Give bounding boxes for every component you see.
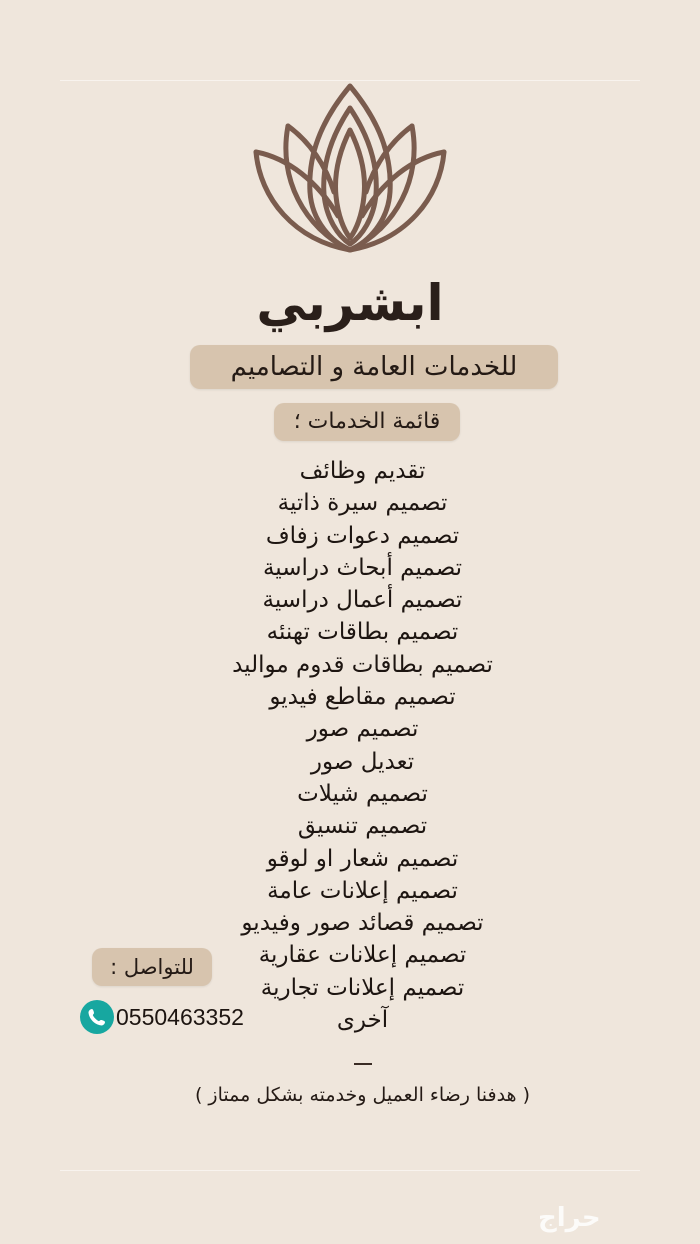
service-item: تصميم شيلات bbox=[297, 780, 428, 807]
service-item: تصميم بطاقات قدوم مواليد bbox=[232, 651, 493, 678]
service-item: تصميم شعار او لوقو bbox=[266, 845, 459, 872]
phone-number[interactable]: 0550463352 bbox=[116, 1004, 244, 1030]
service-item: آخرى bbox=[336, 1007, 389, 1034]
whatsapp-icon[interactable] bbox=[80, 1000, 114, 1034]
service-item: تصميم تنسيق bbox=[297, 813, 428, 840]
service-item: تصميم دعوات زفاف bbox=[265, 522, 460, 549]
brand-subtitle: للخدمات العامة و التصاميم bbox=[190, 345, 558, 389]
service-item: تصميم مقاطع فيديو bbox=[269, 684, 456, 711]
brand-name: ابشربي bbox=[256, 274, 444, 332]
tagline: ( هدفنا رضاء العميل وخدمته بشكل ممتاز ) bbox=[194, 1084, 531, 1106]
lotus-icon bbox=[248, 82, 452, 254]
bottom-divider bbox=[60, 1170, 640, 1171]
service-item: تصميم أبحاث دراسية bbox=[262, 554, 463, 581]
service-item: تصميم إعلانات تجارية bbox=[260, 974, 465, 1001]
separator-dash bbox=[354, 1063, 372, 1065]
service-item: تصميم إعلانات عامة bbox=[267, 877, 458, 904]
service-item: تصميم إعلانات عقارية bbox=[258, 942, 467, 969]
service-item: تصميم بطاقات تهنئه bbox=[266, 619, 459, 646]
services-heading: قائمة الخدمات ؛ bbox=[274, 403, 460, 441]
contact-label: للتواصل : bbox=[92, 948, 212, 986]
service-item: تصميم أعمال دراسية bbox=[262, 587, 463, 614]
service-item: تصميم صور bbox=[306, 716, 419, 743]
phone-handset-icon bbox=[87, 1007, 107, 1027]
top-divider bbox=[60, 80, 640, 81]
service-item: تصميم قصائد صور وفيديو bbox=[241, 910, 484, 937]
service-item: تقديم وظائف bbox=[299, 458, 426, 484]
watermark-logo: حراج bbox=[538, 1203, 601, 1233]
service-item: تصميم سيرة ذاتية bbox=[277, 490, 448, 517]
service-item: تعديل صور bbox=[310, 748, 415, 775]
